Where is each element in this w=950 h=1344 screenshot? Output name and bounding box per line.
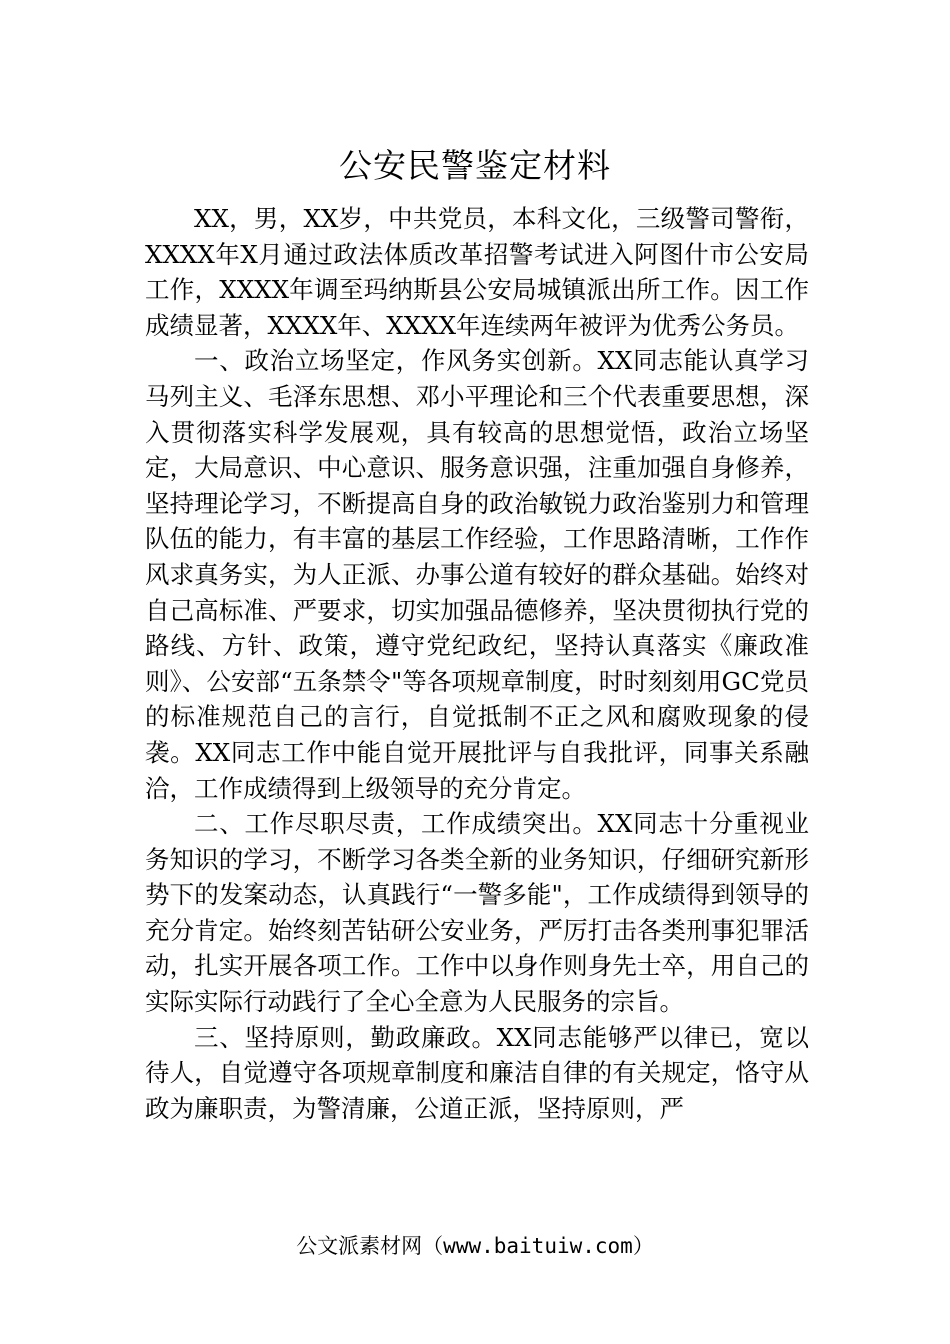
paragraph-intro: XX，男，XX岁，中共党员，本科文化，三级警司警衔，XXXX年X月通过政法体质改革招警考试进入阿图什市公安局工作，XXXX年调至玛纳斯县公安局城镇派出所工作。因工作成绩显著，XXXX年、XXXX年连续两年被评为优秀公务员。 <box>145 204 809 340</box>
document-body <box>145 201 809 1126</box>
paragraph-section-three: 三、坚持原则，勤政廉政。XX同志能够严以律已，宽以待人，自觉遵守各项规章制度和廉洁自律的有关规定，恪守从政为廉职责，为警清廉，公道正派，坚持原则，严 <box>145 1022 809 1123</box>
source-footer: 公文派素材网（www.baituiw.com） <box>296 1234 654 1258</box>
paragraph-section-two: 二、工作尽职尽责，工作成绩突出。XX同志十分重视业务知识的学习，不断学习各类全新的业务知识，仔细研究新形势下的发案动态，认真践行“一警多能"，工作成绩得到领导的充分肯定。始终刻苦钻研公安业务，严厉打击各类刑事犯罪活动，扎实开展各项工作。工作中以身作则身先士卒，用自己的实际实际行动践行了全心全意为人民服务的宗旨。 <box>145 809 809 1017</box>
paragraph-section-one: 一、政治立场坚定，作风务实创新。XX同志能认真学习马列主义、毛泽东思想、邓小平理论和三个代表重要思想，深入贯彻落实科学发展观，具有较高的思想觉悟，政治立场坚定，大局意识、中心意识、服务意识强，注重加强自身修养，坚持理论学习，不断提高自身的政治敏锐力政治鉴别力和管理队伍的能力，有丰富的基层工作经验，工作思路清晰，工作作风求真务实，为人正派、办事公道有较好的群众基础。始终对自己高标准、严要求，切实加强品德修养，坚决贯彻执行党的路线、方针、政策，遵守党纪政纪，坚持认真落实《廉政准则》、公安部“五条禁令"等各项规章制度，时时刻刻用GC党员的标准规范自己的言行，自觉抵制不正之风和腐败现象的侵袭。XX同志工作中能自觉开展批评与自我批评，同事关系融洽，工作成绩得到上级领导的充分肯定。 <box>145 346 809 803</box>
document-title: 公安民警鉴定材料 <box>339 146 611 185</box>
